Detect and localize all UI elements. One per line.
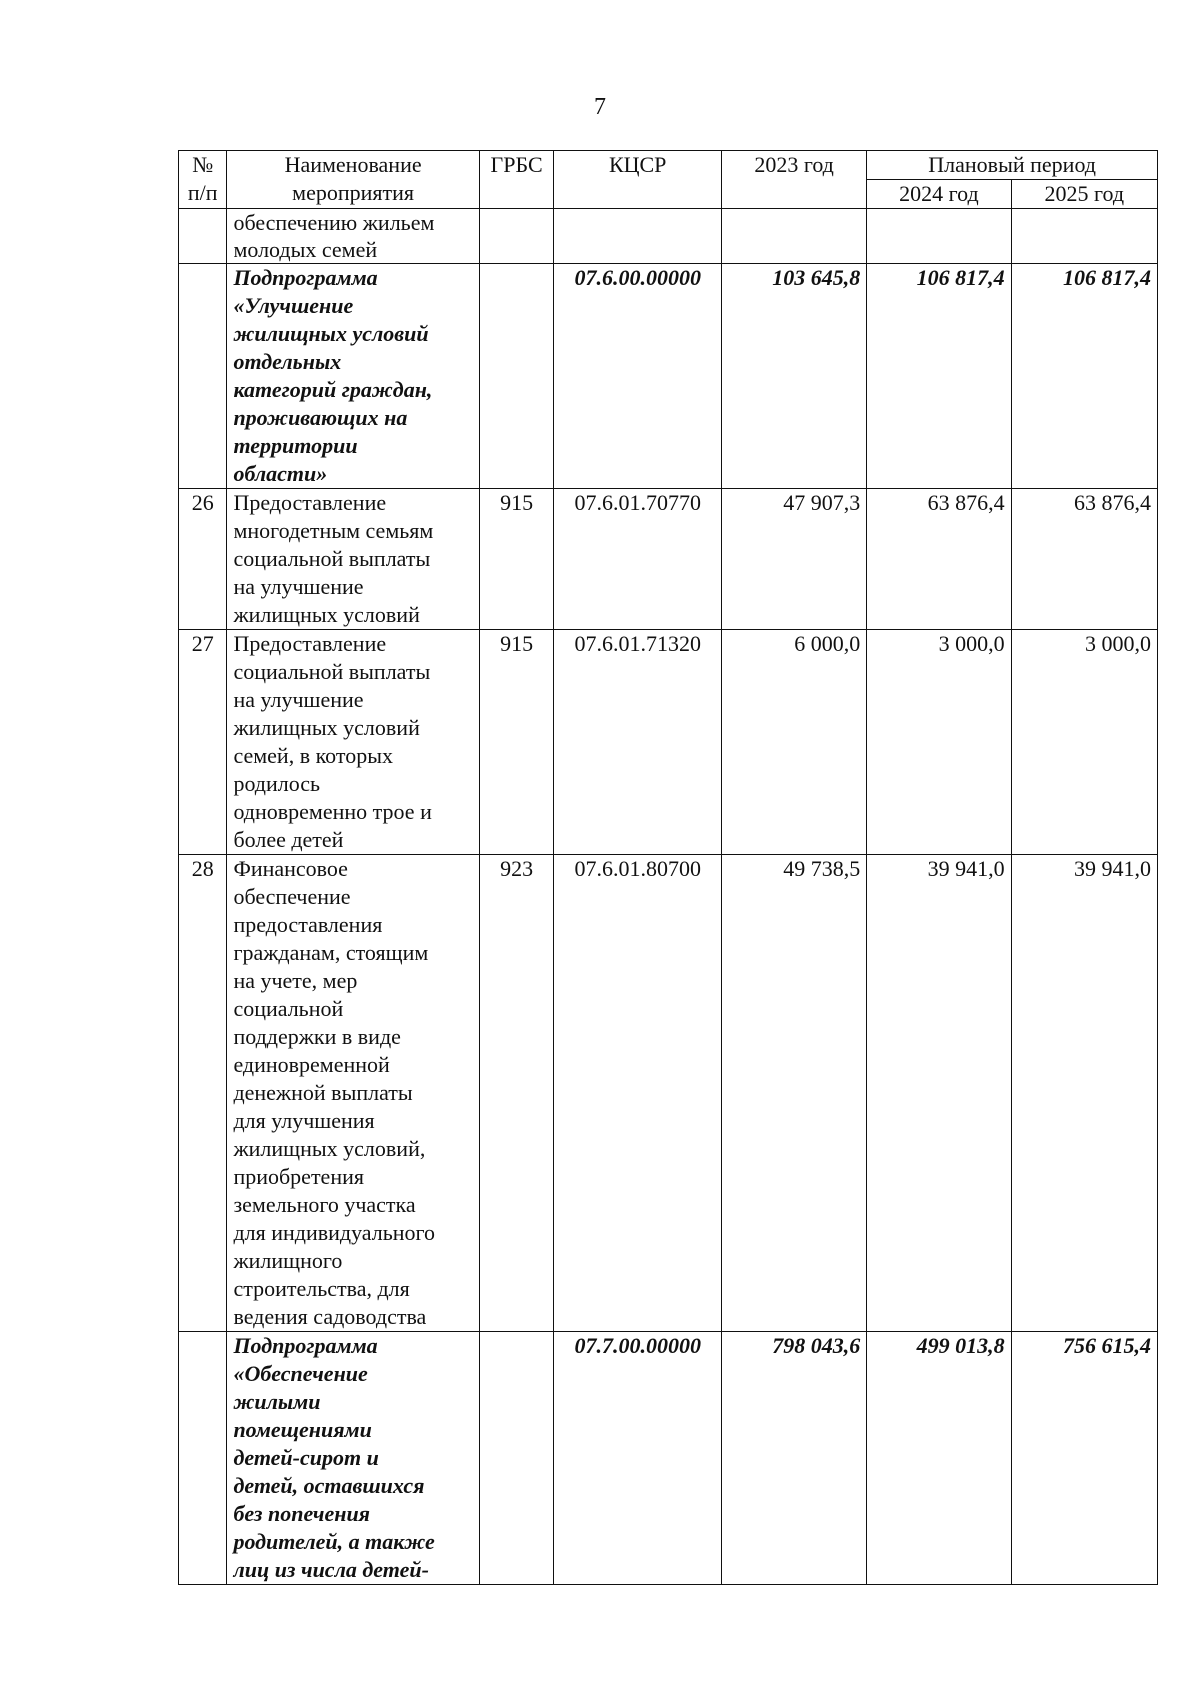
row-num: 26: [179, 489, 227, 630]
row-grbs: 923: [479, 855, 554, 1332]
header-name: Наименование мероприятия: [227, 151, 479, 209]
table-header: [179, 151, 1158, 209]
row-num: [179, 209, 227, 264]
row-grbs: 915: [479, 489, 554, 630]
row-2025: 3 000,0: [1011, 630, 1157, 855]
table-row: [179, 209, 1158, 264]
row-kcsr: 07.6.01.71320: [554, 630, 722, 855]
table-row-subprogram: [179, 264, 1158, 489]
budget-table: [178, 150, 1158, 1585]
row-num: 28: [179, 855, 227, 1332]
row-kcsr: 07.7.00.00000: [554, 1332, 722, 1585]
table-row-subprogram: [179, 1332, 1158, 1585]
header-kcsr: КЦСР: [554, 151, 722, 209]
row-2024: 106 817,4: [867, 264, 1011, 489]
row-2023: 103 645,8: [721, 264, 866, 489]
page-number: 7: [594, 94, 606, 120]
row-2024: 63 876,4: [867, 489, 1011, 630]
row-grbs: [479, 1332, 554, 1585]
row-kcsr: 07.6.00.00000: [554, 264, 722, 489]
row-name: обеспечению жильем молодых семей: [227, 209, 479, 264]
row-2023: [721, 209, 866, 264]
row-kcsr: 07.6.01.70770: [554, 489, 722, 630]
header-2023: 2023 год: [721, 151, 866, 209]
row-name: Финансовое обеспечение предоставления гражданам, стоящим на учете, мер социальной поддержки в виде единовременной денежной выплаты для улучшения жилищных условий, приобретения земельного участка для индивидуального жилищного строительства, для ведения садоводства: [227, 855, 479, 1332]
row-2024: 3 000,0: [867, 630, 1011, 855]
table-row: [179, 630, 1158, 855]
header-num: № п/п: [179, 151, 227, 209]
header-planned-period: Плановый период: [867, 151, 1158, 180]
row-kcsr: [554, 209, 722, 264]
row-2023: 47 907,3: [721, 489, 866, 630]
header-2024: 2024 год: [867, 180, 1011, 209]
row-2025: 63 876,4: [1011, 489, 1157, 630]
row-name: Подпрограмма «Обеспечение жилыми помещениями детей-сирот и детей, оставшихся без попечения родителей, а также лиц из числа детей-: [227, 1332, 479, 1585]
row-kcsr: 07.6.01.80700: [554, 855, 722, 1332]
row-num: [179, 1332, 227, 1585]
row-2025: [1011, 209, 1157, 264]
row-name: Подпрограмма «Улучшение жилищных условий отдельных категорий граждан, проживающих на территории области»: [227, 264, 479, 489]
row-grbs: 915: [479, 630, 554, 855]
row-2025: 39 941,0: [1011, 855, 1157, 1332]
row-name: Предоставление социальной выплаты на улучшение жилищных условий семей, в которых родилось одновременно трое и более детей: [227, 630, 479, 855]
table-row: [179, 489, 1158, 630]
row-2024: [867, 209, 1011, 264]
row-2023: 6 000,0: [721, 630, 866, 855]
row-2023: 798 043,6: [721, 1332, 866, 1585]
row-2024: 39 941,0: [867, 855, 1011, 1332]
header-grbs: ГРБС: [479, 151, 554, 209]
table-row: [179, 855, 1158, 1332]
row-grbs: [479, 264, 554, 489]
row-num: [179, 264, 227, 489]
row-2023: 49 738,5: [721, 855, 866, 1332]
row-2024: 499 013,8: [867, 1332, 1011, 1585]
header-2025: 2025 год: [1011, 180, 1157, 209]
row-name: Предоставление многодетным семьям социальной выплаты на улучшение жилищных условий: [227, 489, 479, 630]
row-num: 27: [179, 630, 227, 855]
row-2025: 106 817,4: [1011, 264, 1157, 489]
row-grbs: [479, 209, 554, 264]
row-2025: 756 615,4: [1011, 1332, 1157, 1585]
